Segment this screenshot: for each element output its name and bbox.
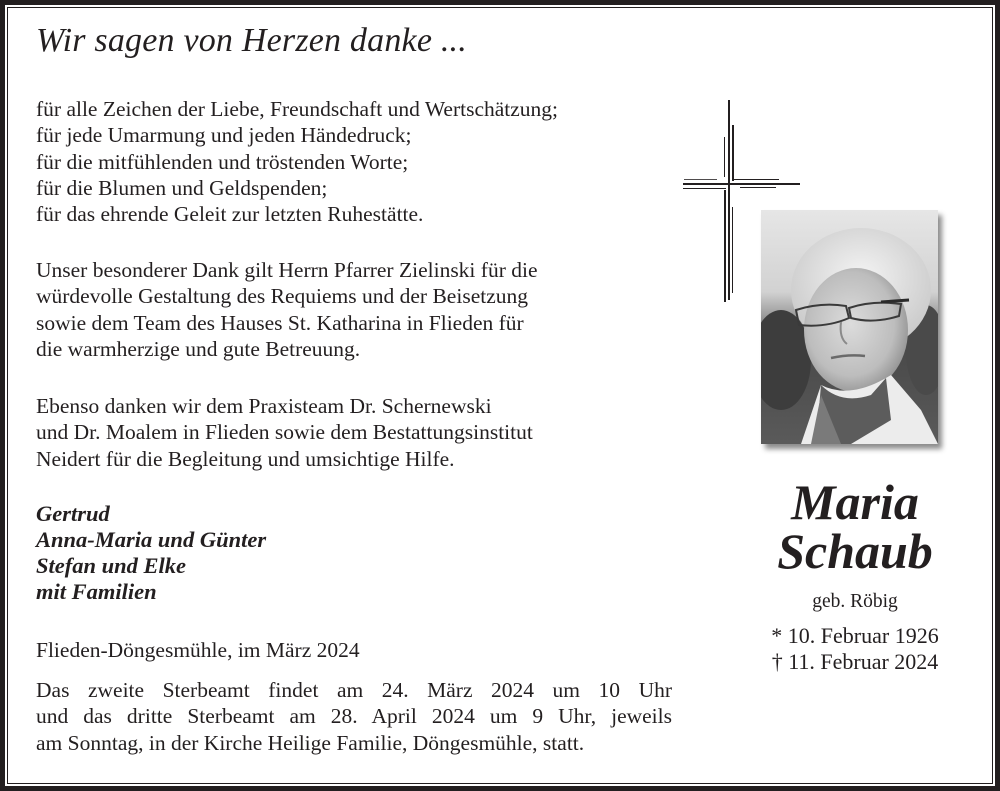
birth-date: * 10. Februar 1926 [771,623,939,648]
thanks-line: für alle Zeichen der Liebe, Freundschaft und Wertschätzung; [36,97,559,121]
service-info [36,677,672,756]
further-thanks-paragraph [36,393,696,472]
signer-name: Stefan und Elke [36,553,187,578]
thanks-line: für das ehrende Geleit zur letzten Ruhestätte. [36,202,424,227]
portrait-photo [761,210,938,444]
paragraph-line: und Dr. Moalem in Flieden sowie dem Bestattungsinstitut [36,420,533,445]
thanks-line: für jede Umarmung und jeden Händedruck; [36,123,412,148]
deceased-info [730,474,980,675]
thanks-list-paragraph [36,96,696,227]
maiden-name: geb. Röbig [812,591,898,612]
special-thanks-paragraph [36,257,696,362]
portrait-image [761,210,938,444]
signer-name: Anna-Maria und Günter [36,527,267,552]
service-line: Das zweite Sterbeamt findet am 24. März 2024 um 10 Uhr [36,678,672,702]
place-date: Flieden-Döngesmühle, im März 2024 [36,638,360,662]
service-line: am Sonntag, in der Kirche Heilige Familie, Döngesmühle, statt. [36,730,585,755]
paragraph-line: sowie dem Team des Hauses St. Katharina in Flieden für [36,310,524,335]
deceased-first-name: Maria [791,474,919,530]
thanks-line: für die mitfühlenden und tröstenden Worte; [36,149,409,174]
signer-name: Gertrud [36,501,110,526]
paragraph-line: würdevolle Gestaltung des Requiems und der Beisetzung [36,284,529,309]
signers-block [36,501,266,605]
thanks-line: für die Blumen und Geldspenden; [36,175,328,200]
paragraph-line: Ebenso danken wir dem Praxisteam Dr. Schernewski [36,394,492,418]
paragraph-line: die warmherzige und gute Betreuung. [36,336,361,361]
notice-title: Wir sagen von Herzen danke ... [36,22,467,59]
paragraph-line: Unser besonderer Dank gilt Herrn Pfarrer Zielinski für die [36,258,538,282]
deceased-last-name: Schaub [777,523,933,579]
service-line: und das dritte Sterbeamt am 28. April 2024 um 9 Uhr, jeweils [36,704,672,729]
paragraph-line: Neidert für die Begleitung und umsichtige Hilfe. [36,446,455,471]
life-dates [730,623,980,675]
death-date: † 11. Februar 2024 [771,649,939,674]
signer-name: mit Familien [36,579,157,604]
